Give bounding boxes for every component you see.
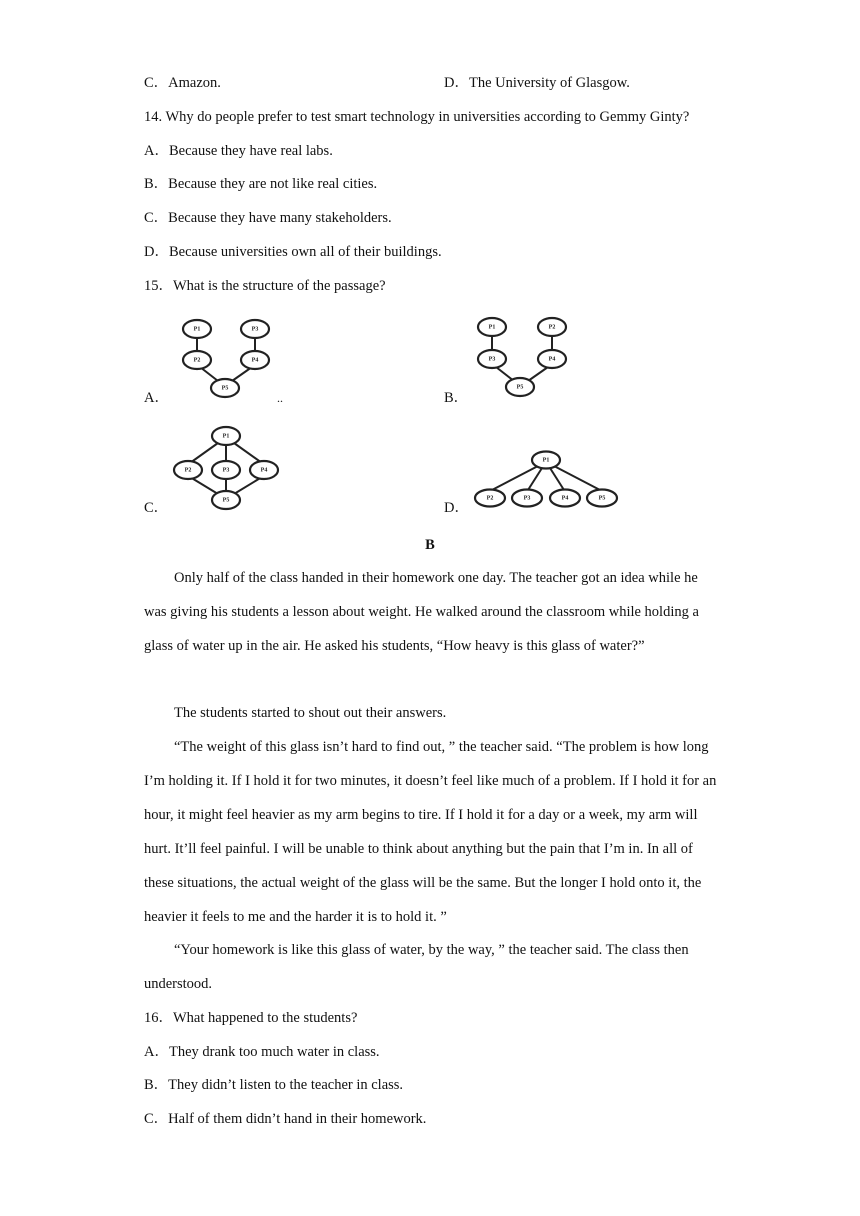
passage-b-paragraph-4: “Your homework is like this glass of water, by the way, ” the teacher said. The class then understood.: [144, 942, 689, 992]
passage-b-paragraph-3: “The weight of this glass isn’t hard to find out, ” the teacher said. “The problem is how long I’m holding it. If I hold it for two minutes, it doesn’t feel like much of a problem. If I hold it for an hour, it might feel heavier as my arm begins to tire. If I hold it for a day or a week, my arm will hurt. It’ll feel painful. I will be unable to think about anything but the pain that I’m in. In all of these situations, the actual weight of the glass will be the same. But the longer I hold onto it, the heavier it feels to me and the harder it is to hold it. ”: [144, 739, 717, 925]
q15-label-b: B．: [444, 390, 469, 406]
q14-option-b: B．Because they are not like real cities.: [144, 176, 378, 192]
q16-option-a: A．They drank too much water in class.: [144, 1044, 380, 1060]
diagram-c-label-p4: P4: [260, 467, 268, 474]
structure-diagram-a: [170, 314, 280, 400]
diagram-b-label-p3: P3: [488, 356, 496, 363]
diagram-c-label-p1: P1: [222, 433, 230, 440]
q13-option-d: D．The University of Glasgow.: [444, 75, 630, 91]
diagram-d-label-p2: P2: [486, 495, 494, 502]
q15-label-a-dots: ..: [277, 391, 283, 405]
q15-label-c: C．: [144, 500, 169, 516]
diagram-d-label-p1: P1: [542, 457, 550, 464]
diagram-a-label-p5: P5: [221, 385, 229, 392]
q16-option-c: C．Half of them didn’t hand in their homework.: [144, 1111, 427, 1127]
q15-label-a: A．: [144, 390, 169, 406]
structure-diagram-b: [470, 314, 580, 400]
q14-option-a: A．Because they have real labs.: [144, 143, 333, 159]
diagram-c-label-p5: P5: [222, 497, 230, 504]
diagram-b-label-p4: P4: [548, 356, 556, 363]
diagram-c-label-p3: P3: [222, 467, 230, 474]
q16-question: 16．What happened to the students?: [144, 1010, 358, 1026]
section-heading-b: B: [425, 537, 435, 553]
passage-b-paragraph-1: Only half of the class handed in their homework one day. The teacher got an idea while he was giving his students a lesson about weight. He walked around the classroom while holding a glass of water up in the air. He asked his students, “How heavy is this glass of water?”: [144, 570, 699, 654]
diagram-a-label-p4: P4: [251, 357, 259, 364]
structure-diagram-d: [470, 446, 622, 512]
q16-option-b: B．They didn’t listen to the teacher in class.: [144, 1077, 404, 1093]
passage-b-paragraph-2: The students started to shout out their answers.: [174, 705, 447, 721]
q15-label-d: D．: [444, 500, 469, 516]
diagram-b-label-p1: P1: [488, 324, 496, 331]
q13-option-c: C．Amazon.: [144, 75, 221, 91]
q14-option-d: D．Because universities own all of their buildings.: [144, 244, 442, 260]
q14-question: 14. Why do people prefer to test smart technology in universities according to Gemmy Ginty?: [144, 109, 690, 125]
diagram-a-label-p3: P3: [251, 326, 259, 333]
diagram-a-label-p1: P1: [193, 326, 201, 333]
q14-option-c: C．Because they have many stakeholders.: [144, 210, 392, 226]
structure-diagram-c: [170, 424, 282, 512]
diagram-b-label-p5: P5: [516, 384, 524, 391]
diagram-d-label-p5: P5: [598, 495, 606, 502]
diagram-d-label-p3: P3: [523, 495, 531, 502]
diagram-a-label-p2: P2: [193, 357, 201, 364]
diagram-c-label-p2: P2: [184, 467, 192, 474]
diagram-b-label-p2: P2: [548, 324, 556, 331]
q15-question: 15．What is the structure of the passage?: [144, 278, 386, 294]
diagram-d-label-p4: P4: [561, 495, 569, 502]
